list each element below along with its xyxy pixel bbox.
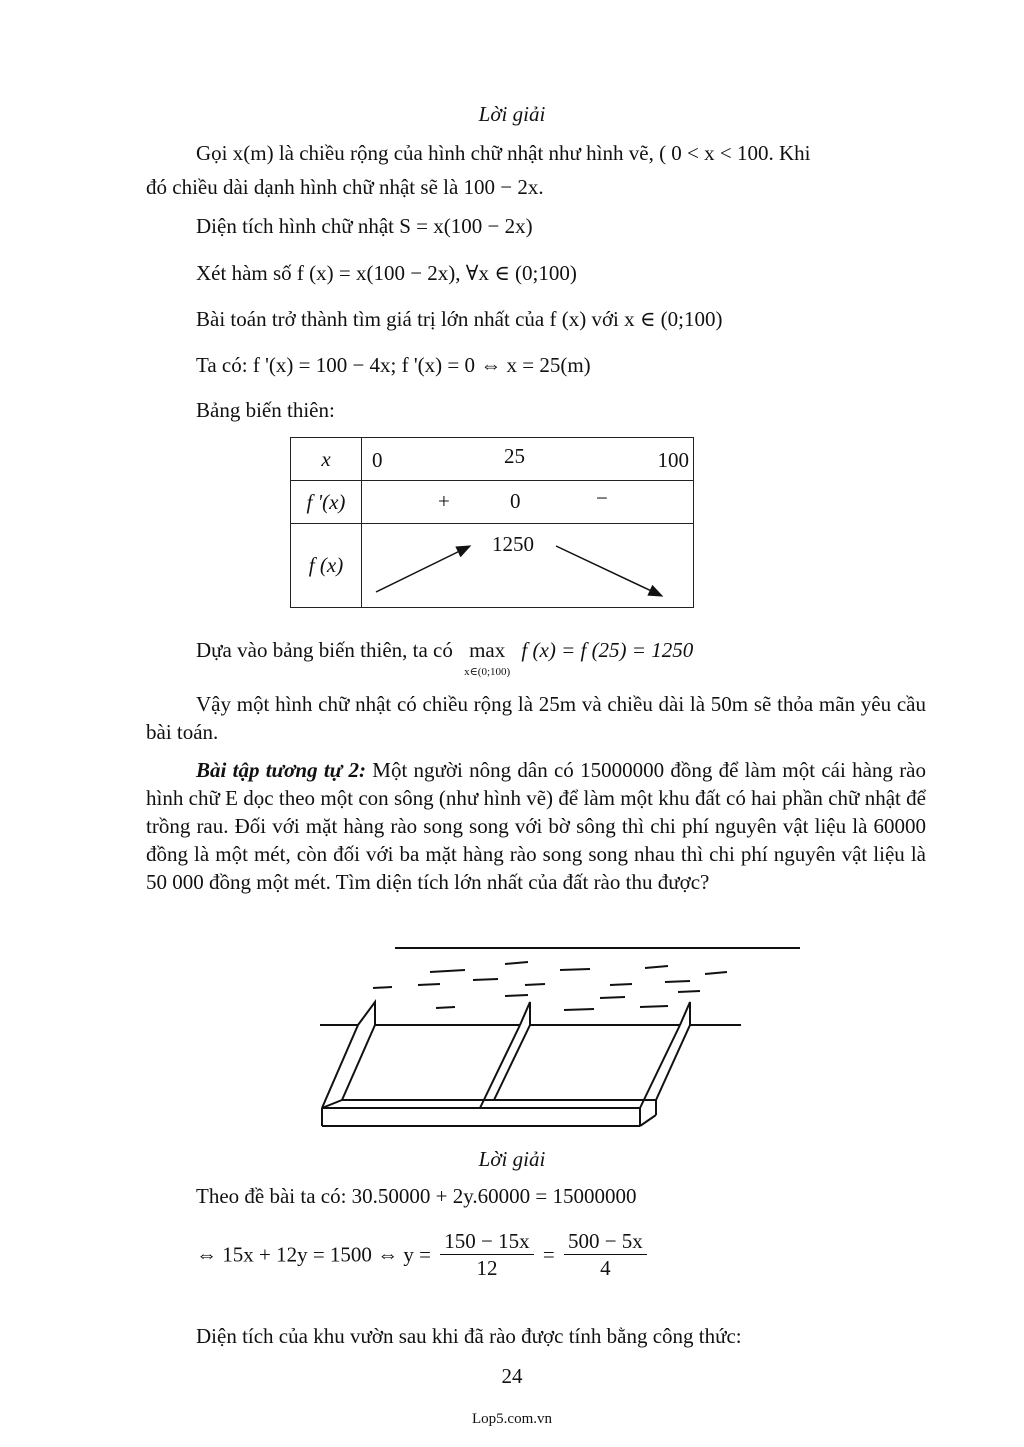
max-operator — [464, 636, 510, 681]
arrows — [362, 524, 692, 608]
sign-zero: 0 — [510, 489, 521, 513]
solution-heading: Lời giải — [478, 102, 546, 126]
table-cell — [362, 438, 694, 481]
equals-sign: = — [542, 1242, 555, 1267]
fraction — [564, 1228, 647, 1281]
text-span: Dựa vào bảng biến thiên, ta có — [196, 638, 453, 662]
paragraph: Vậy một hình chữ nhật có chiều rộng là 25m và chiều dài là 50m sẽ thỏa mãn yêu cầu bài toán. — [146, 692, 926, 744]
page-number: 24 — [501, 1364, 523, 1388]
paragraph-line: đó chiều dài dạnh hình chữ nhật sẽ là 100 − 2x. — [146, 175, 544, 199]
fraction-numerator: 500 − 5x — [564, 1228, 647, 1255]
max-subscript: x∈(0;100) — [464, 666, 511, 678]
table-cell — [362, 481, 694, 524]
paragraph-line: Xét hàm số f (x) = x(100 − 2x), ∀x ∈ (0;100) — [196, 261, 577, 285]
sign-plus: + — [438, 489, 450, 513]
site-footer: Lop5.com.vn — [472, 1411, 552, 1427]
equation-line — [196, 1228, 651, 1281]
table-cell — [362, 524, 694, 608]
variation-table — [290, 437, 694, 608]
table-row-label: x — [291, 438, 362, 481]
decreasing-arrow — [556, 546, 662, 596]
fraction-denominator: 4 — [600, 1256, 611, 1280]
x-mid-value: 25 — [504, 444, 525, 468]
table-row-label: f '(x) — [291, 481, 362, 524]
max-word: max — [469, 638, 506, 662]
exercise-body: Một người nông dân có 15000000 đồng để làm một cái hàng rào hình chữ E dọc theo một con sông (như hình vẽ) để làm một khu đất có hai phần chữ nhật để trồng rau. Đối với mặt hàng rào song song với bờ sông thì chi phí nguyên vật liệu là 60000 đồng là một mét, còn đối với ba mặt hàng rào song song nhau thì chi phí nguyên vật liệu là 50 000 đồng một mét. Tìm diện tích lớn nhất của đất rào thu được? — [146, 758, 927, 894]
max-value: 1250 — [492, 532, 534, 556]
fraction — [440, 1228, 533, 1281]
x-start-value: 0 — [372, 448, 383, 472]
paragraph-line: Bảng biến thiên: — [196, 398, 335, 422]
increasing-arrow — [376, 546, 470, 592]
paragraph-line: Bài toán trở thành tìm giá trị lớn nhất của f (x) với x ∈ (0;100) — [196, 307, 723, 331]
paragraph-line: Diện tích hình chữ nhật S = x(100 − 2x) — [196, 214, 533, 238]
exercise-paragraph — [146, 756, 926, 896]
fence-figure — [0, 930, 1024, 1130]
fraction-denominator: 12 — [476, 1256, 498, 1280]
paragraph-line: Ta có: f '(x) = 100 − 4x; f '(x) = 0 ⇔ x = 25(m) — [196, 353, 591, 377]
equation-left: ⇔ 15x + 12y = 1500 ⇔ y = — [196, 1242, 432, 1267]
paragraph-line: Theo đề bài ta có: 30.50000 + 2y.60000 = 15000000 — [196, 1184, 637, 1208]
paragraph-line: Gọi x(m) là chiều rộng của hình chữ nhật như hình vẽ, ( 0 < x < 100. Khi — [196, 141, 811, 165]
paragraph-line — [196, 636, 693, 681]
exercise-title: Bài tập tương tự 2: — [196, 758, 367, 782]
text-span: f (x) = f (25) = 1250 — [521, 638, 694, 662]
paragraph-line: Diện tích của khu vườn sau khi đã rào được tính bằng công thức: — [196, 1324, 742, 1348]
fraction-numerator: 150 − 15x — [440, 1228, 533, 1255]
table-row-label: f (x) — [291, 524, 362, 608]
x-end-value: 100 — [657, 448, 689, 472]
sign-minus: − — [596, 486, 608, 510]
solution-heading: Lời giải — [478, 1147, 546, 1171]
